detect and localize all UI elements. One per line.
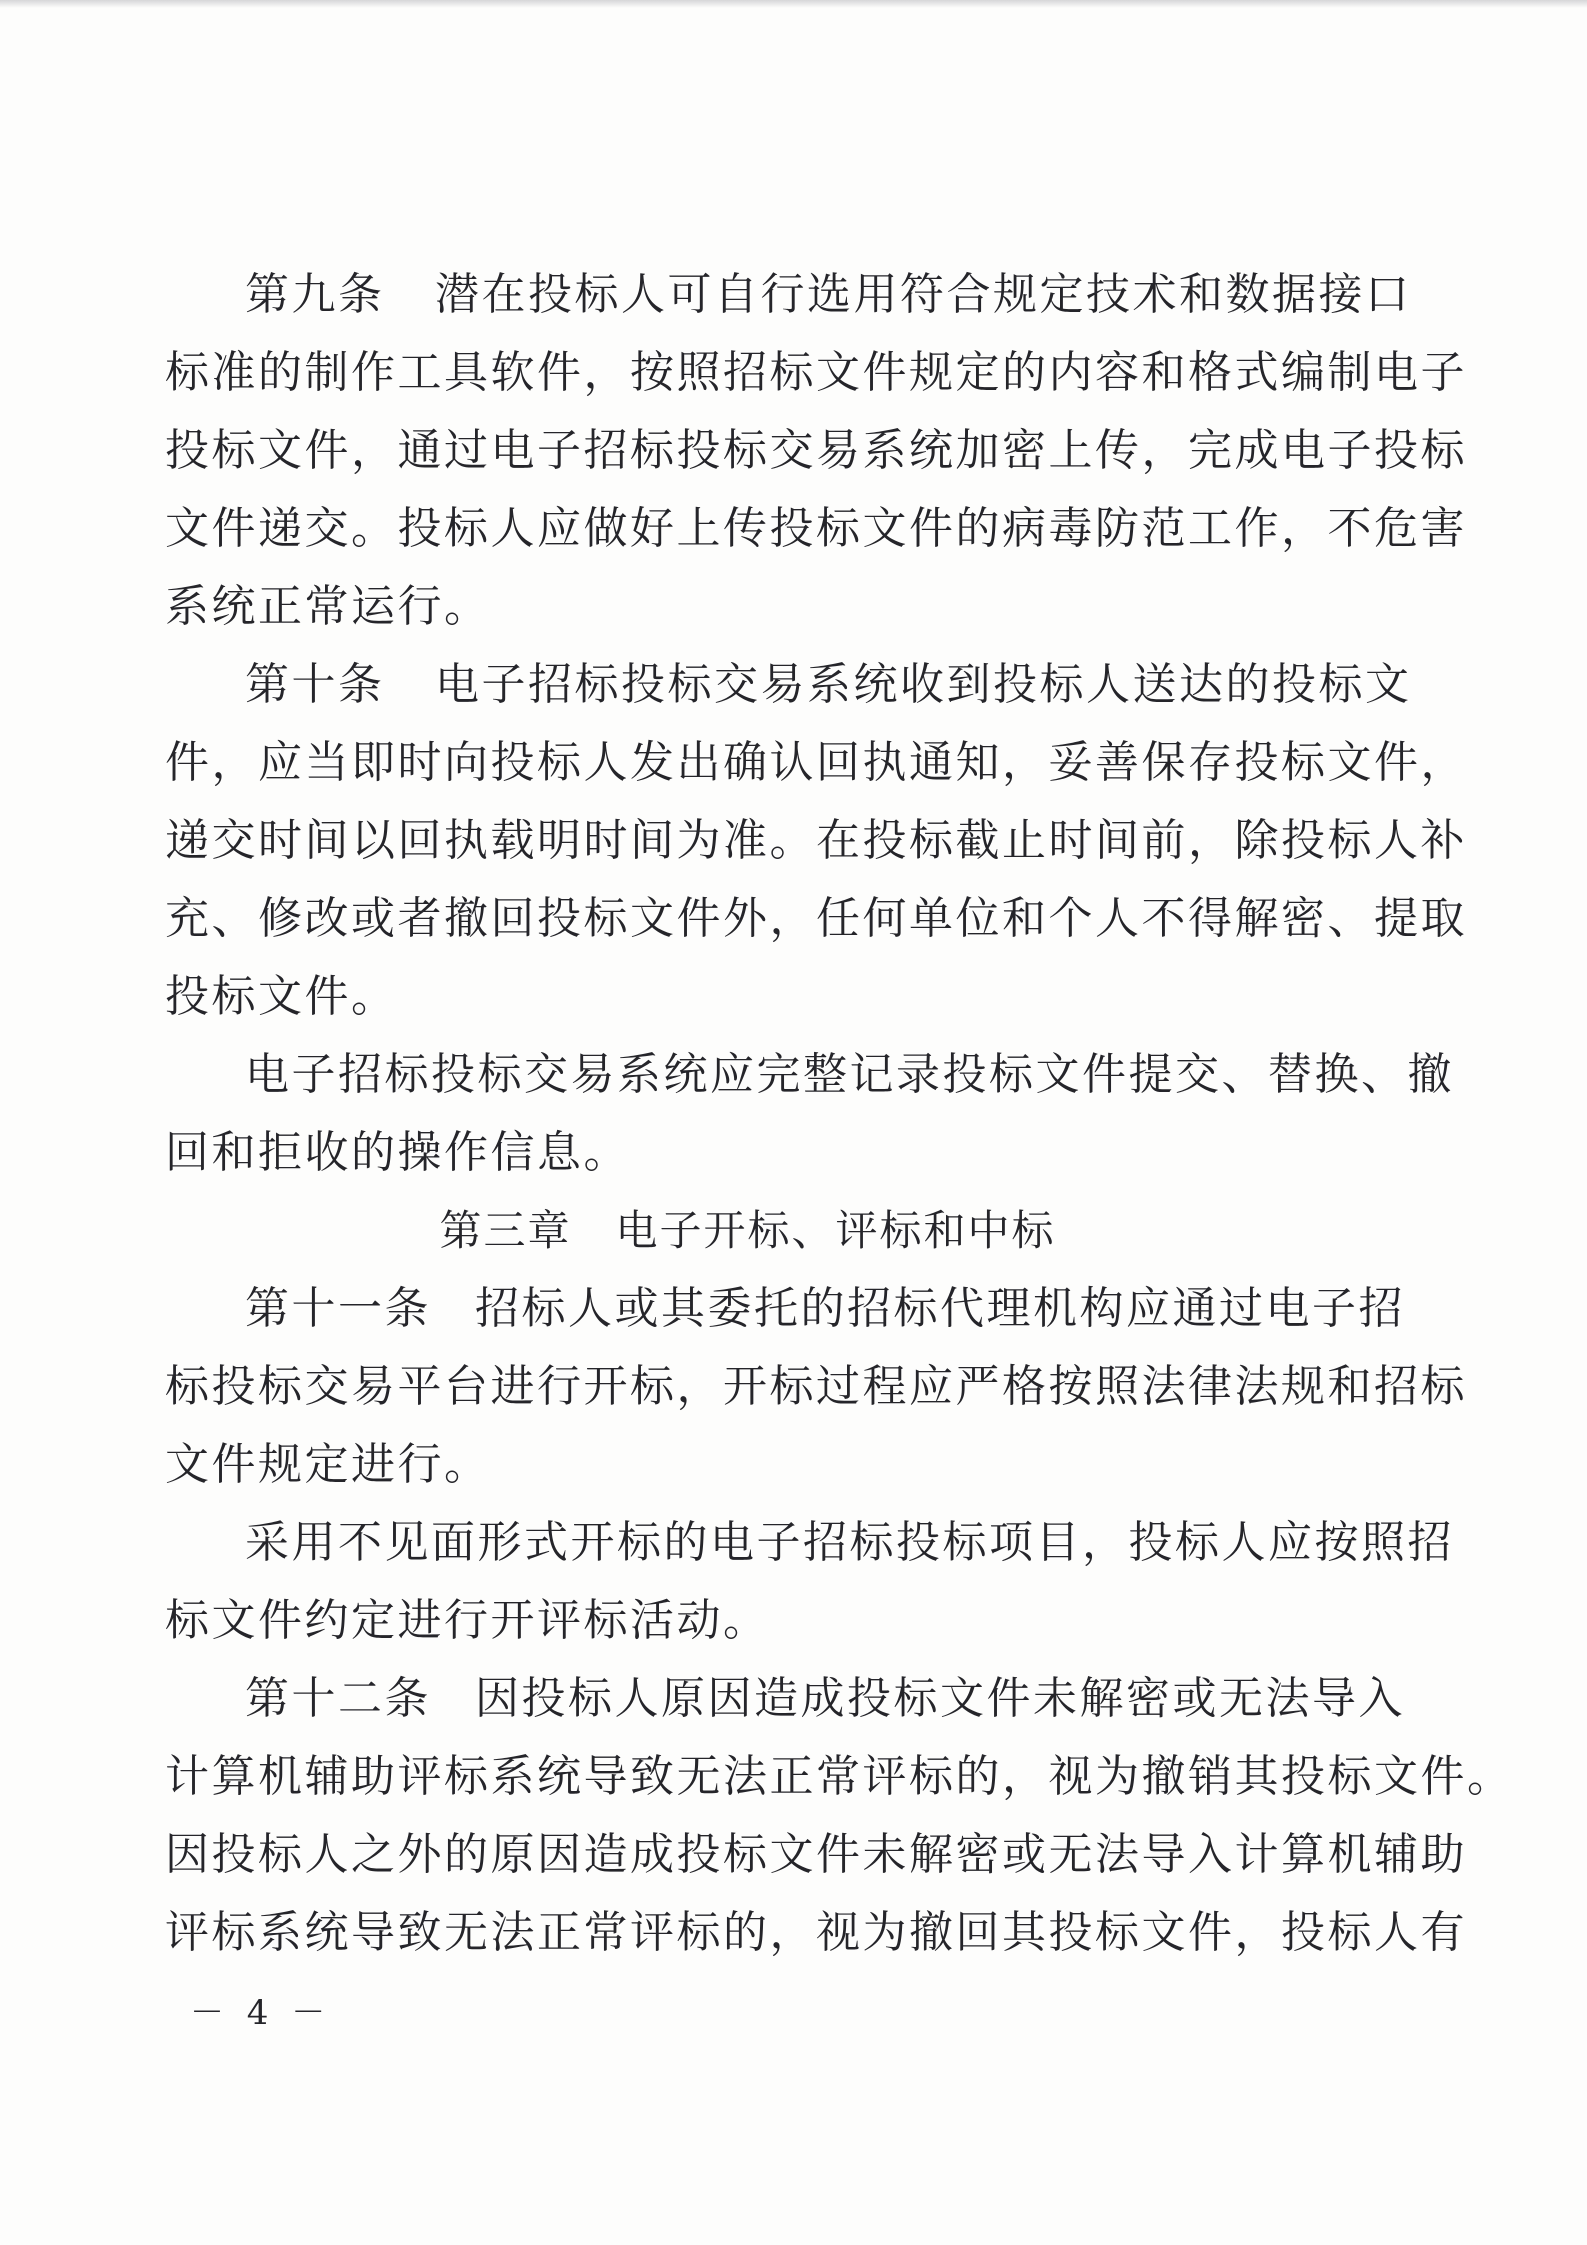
article10-text-1: 电子招标投标交易系统收到投标人送达的投标文 bbox=[435, 659, 1412, 710]
article11-para2-line-1: 采用不见面形式开标的电子招标投标项目，投标人应按照招 bbox=[245, 1517, 1454, 1568]
article9-line-1 bbox=[245, 265, 1412, 325]
body-text bbox=[165, 265, 1514, 1965]
scan-top-edge bbox=[0, 0, 1587, 8]
article10-line-3: 递交时间以回执载明时间为准。在投标截止时间前，除投标人补 bbox=[165, 815, 1467, 866]
article11-line-2: 标投标交易平台进行开标，开标过程应严格按照法律法规和招标 bbox=[165, 1361, 1467, 1412]
article10-para2-line-2: 回和拒收的操作信息。 bbox=[165, 1127, 630, 1178]
article10-line-2: 件，应当即时向投标人发出确认回执通知，妥善保存投标文件， bbox=[165, 737, 1467, 788]
article12-line-4: 评标系统导致无法正常评标的，视为撤回其投标文件，投标人有 bbox=[165, 1907, 1467, 1958]
article10-para2-line-1: 电子招标投标交易系统应完整记录投标文件提交、替换、撤 bbox=[245, 1049, 1454, 1100]
page-number: － 4 － bbox=[190, 1993, 332, 2033]
article12-line-3: 因投标人之外的原因造成投标文件未解密或无法导入计算机辅助 bbox=[165, 1829, 1467, 1880]
article9-line-2: 标准的制作工具软件，按照招标文件规定的内容和格式编制电子 bbox=[165, 347, 1467, 398]
article11-line-1 bbox=[245, 1279, 1405, 1339]
article10-line-1 bbox=[245, 655, 1412, 715]
article9-line-5: 系统正常运行。 bbox=[165, 581, 491, 632]
article12-line-1 bbox=[245, 1669, 1405, 1729]
article12-line-2: 计算机辅助评标系统导致无法正常评标的，视为撤销其投标文件。 bbox=[165, 1751, 1514, 1802]
article11-label: 第十一条 bbox=[245, 1283, 431, 1334]
article11-text-1: 招标人或其委托的招标代理机构应通过电子招 bbox=[475, 1283, 1405, 1334]
article12-text-1: 因投标人原因造成投标文件未解密或无法导入 bbox=[475, 1673, 1405, 1724]
article9-label: 第九条 bbox=[245, 269, 385, 320]
article10-line-5: 投标文件。 bbox=[165, 971, 398, 1022]
article11-para2-line-2: 标文件约定进行开评标活动。 bbox=[165, 1595, 770, 1646]
article11-line-3: 文件规定进行。 bbox=[165, 1439, 491, 1490]
article9-text-1: 潜在投标人可自行选用符合规定技术和数据接口 bbox=[435, 269, 1412, 320]
article9-line-4: 文件递交。投标人应做好上传投标文件的病毒防范工作，不危害 bbox=[165, 503, 1467, 554]
article10-line-4: 充、修改或者撤回投标文件外，任何单位和个人不得解密、提取 bbox=[165, 893, 1467, 944]
article9-line-3: 投标文件，通过电子招标投标交易系统加密上传，完成电子投标 bbox=[165, 425, 1467, 476]
article10-label: 第十条 bbox=[245, 659, 385, 710]
article12-label: 第十二条 bbox=[245, 1673, 431, 1724]
chapter3-heading: 第三章 电子开标、评标和中标 bbox=[439, 1206, 1056, 1255]
